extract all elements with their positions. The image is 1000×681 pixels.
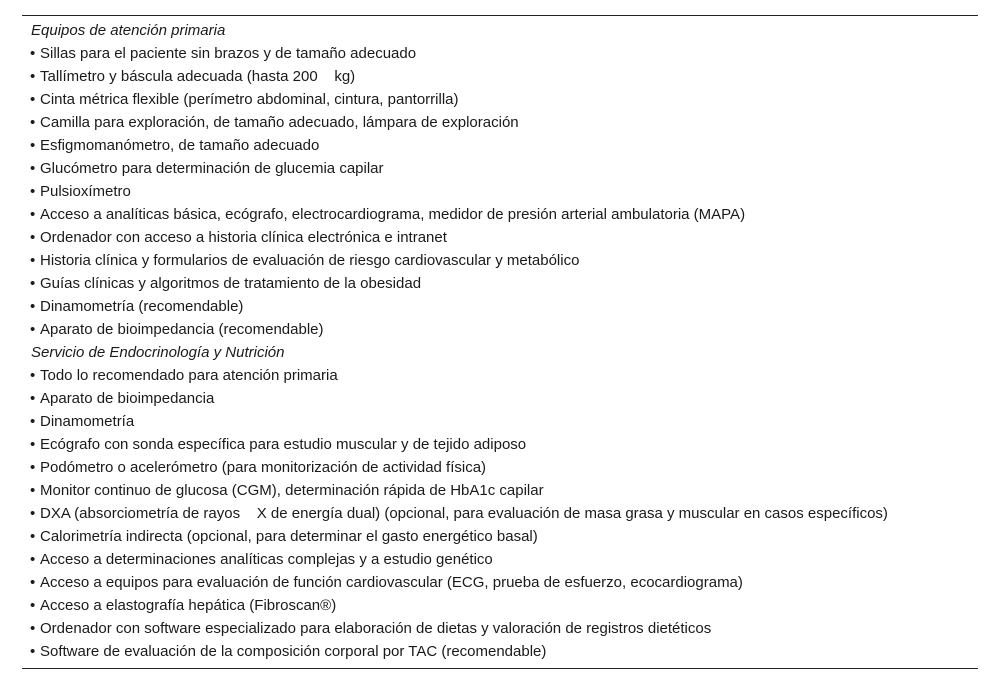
list-item [22, 180, 978, 203]
section-heading-endocrinology: Servicio de Endocrinología y Nutrición [31, 344, 285, 361]
list-item-text: Dinamometría (recomendable) [40, 298, 244, 315]
list-item [22, 65, 978, 88]
list-item [22, 134, 978, 157]
bullet-glyph: • [30, 252, 36, 269]
list-item-text: Guías clínicas y algoritmos de tratamiento de la obesidad [40, 275, 422, 292]
list-item [22, 226, 978, 249]
list-item [22, 548, 978, 571]
bullet-glyph: • [30, 390, 36, 407]
list-item [22, 571, 978, 594]
bullet-glyph: • [30, 114, 36, 131]
list-item-text: DXA (absorciometría de rayos X de energía dual) (opcional, para evaluación de masa grasa y muscular en casos específicos) [40, 505, 888, 522]
list-item [22, 387, 978, 410]
list-item [22, 617, 978, 640]
equipment-table [22, 15, 978, 669]
bullet-glyph: • [30, 229, 36, 246]
bullet-glyph: • [30, 183, 36, 200]
list-item-text: Sillas para el paciente sin brazos y de tamaño adecuado [40, 45, 417, 62]
bullet-glyph: • [30, 206, 36, 223]
list-item [22, 272, 978, 295]
list-item-text: Ordenador con acceso a historia clínica electrónica e intranet [40, 229, 447, 246]
bullet-glyph: • [30, 436, 36, 453]
list-item-text: Acceso a equipos para evaluación de función cardiovascular (ECG, prueba de esfuerzo, ecocardiograma) [40, 574, 743, 591]
bullet-glyph: • [30, 505, 36, 522]
list-item-text: Acceso a determinaciones analíticas complejas y a estudio genético [40, 551, 493, 568]
list-item-text: Calorimetría indirecta (opcional, para determinar el gasto energético basal) [40, 528, 538, 545]
list-item [22, 456, 978, 479]
list-item [22, 479, 978, 502]
bullet-glyph: • [30, 68, 36, 85]
bullet-glyph: • [30, 459, 36, 476]
list-item-text: Todo lo recomendado para atención primaria [40, 367, 338, 384]
list-item-text: Monitor continuo de glucosa (CGM), determinación rápida de HbA1c capilar [40, 482, 544, 499]
list-item [22, 525, 978, 548]
bullet-glyph: • [30, 413, 36, 430]
bullet-glyph: • [30, 643, 36, 660]
list-item-text: Cinta métrica flexible (perímetro abdominal, cintura, pantorrilla) [40, 91, 459, 108]
list-item-text: Glucómetro para determinación de glucemia capilar [40, 160, 384, 177]
list-item-text: Tallímetro y báscula adecuada (hasta 200 kg) [40, 68, 356, 85]
list-item [22, 111, 978, 134]
list-item-text: Podómetro o acelerómetro (para monitorización de actividad física) [40, 459, 487, 476]
bullet-glyph: • [30, 160, 36, 177]
list-item [22, 410, 978, 433]
list-item [22, 88, 978, 111]
bullet-glyph: • [30, 367, 36, 384]
bullet-glyph: • [30, 298, 36, 315]
bullet-glyph: • [30, 528, 36, 545]
list-item [22, 364, 978, 387]
bullet-glyph: • [30, 482, 36, 499]
bullet-glyph: • [30, 574, 36, 591]
list-item [22, 502, 978, 525]
list-item [22, 318, 978, 341]
bullet-glyph: • [30, 597, 36, 614]
list-item [22, 594, 978, 617]
bullet-glyph: • [30, 137, 36, 154]
list-item-text: Acceso a analíticas básica, ecógrafo, electrocardiograma, medidor de presión arterial ambulatoria (MAPA) [40, 206, 746, 223]
list-item-text: Acceso a elastografía hepática (Fibroscan®) [40, 597, 337, 614]
list-item-text: Aparato de bioimpedancia [40, 390, 215, 407]
list-item-text: Dinamometría [40, 413, 135, 430]
list-item [22, 433, 978, 456]
list-item [22, 640, 978, 663]
list-item-text: Software de evaluación de la composición corporal por TAC (recomendable) [40, 643, 547, 660]
list-item [22, 203, 978, 226]
list-item [22, 295, 978, 318]
list-item [22, 249, 978, 272]
bullet-glyph: • [30, 321, 36, 338]
list-item-text: Pulsioxímetro [40, 183, 131, 200]
list-item [22, 157, 978, 180]
list-item-text: Historia clínica y formularios de evaluación de riesgo cardiovascular y metabólico [40, 252, 580, 269]
section-heading-primary-care: Equipos de atención primaria [31, 22, 226, 39]
list-item-text: Ecógrafo con sonda específica para estudio muscular y de tejido adiposo [40, 436, 527, 453]
bullet-glyph: • [30, 91, 36, 108]
list-item [22, 42, 978, 65]
list-item-text: Esfigmomanómetro, de tamaño adecuado [40, 137, 320, 154]
list-item-text: Aparato de bioimpedancia (recomendable) [40, 321, 324, 338]
list-item-text: Ordenador con software especializado para elaboración de dietas y valoración de registros dietéticos [40, 620, 712, 637]
bullet-glyph: • [30, 620, 36, 637]
bullet-glyph: • [30, 45, 36, 62]
bullet-glyph: • [30, 551, 36, 568]
list-item-text: Camilla para exploración, de tamaño adecuado, lámpara de exploración [40, 114, 519, 131]
bullet-glyph: • [30, 275, 36, 292]
